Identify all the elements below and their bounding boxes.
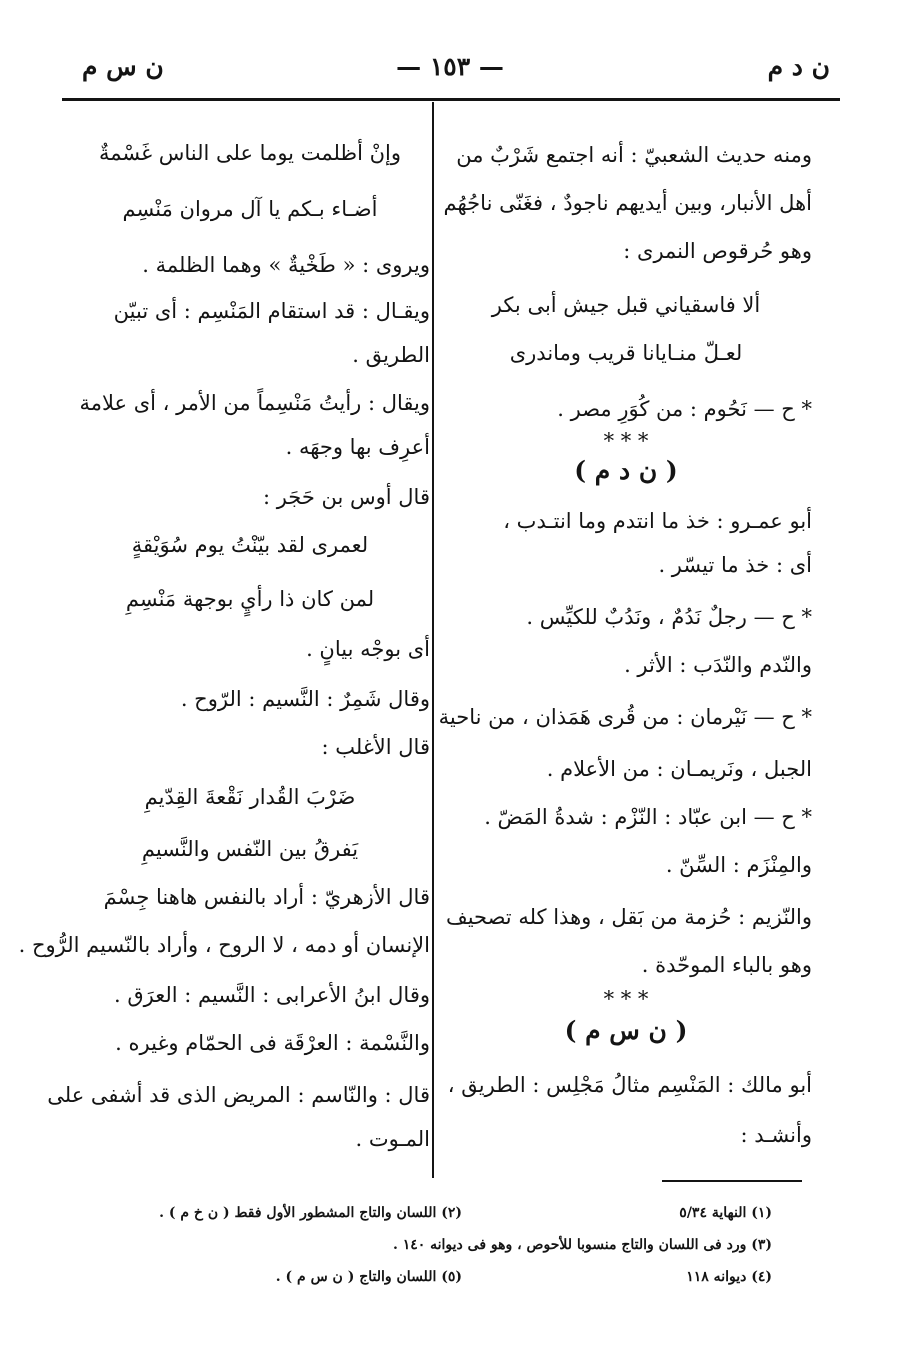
text-line: وهو بالباء الموحّدة . <box>641 953 812 977</box>
text-line: والنّدم والنّدَب : الأثر . <box>624 653 812 677</box>
section-heading: ( ن س م ) <box>564 1016 688 1045</box>
text-line: * ح — نَيْرمان : من قُرى هَمَذان ، من ناحية <box>438 705 812 729</box>
text-line: أبو عمـرو : خذ ما انتدم وما انتـدب ، <box>503 509 812 533</box>
text-line: والمِنْزَم : السِّنّ . <box>665 853 812 877</box>
text-line: قال الأغلب : <box>321 735 430 759</box>
page-number: — ١٥٣ — <box>396 52 504 81</box>
text-line: * ح — نَحُوم : من كُوَرِ مصر . <box>557 397 812 421</box>
section-separator: * * * <box>603 429 649 453</box>
verse-line: أضـاء بـكم يا آل مروان مَنْسِم <box>122 197 378 221</box>
footnote-3: (٣) ورد فى اللسان والتاج منسوبا للأحوص ، وهو فى ديوانه ١٤٠ . <box>392 1237 772 1253</box>
text-line: وهو حُرقوص النمرى : <box>623 239 812 263</box>
text-line: أعرِف بها وجهَه . <box>285 435 430 459</box>
text-line: أبو مالك : المَنْسِم مثالُ مَجْلِس : الطريق ، <box>447 1073 812 1097</box>
text-line: والنَّسْمة : العرْقَة فى الحمّام وغيره . <box>115 1031 430 1055</box>
text-line: أى بوجْه بيانٍ . <box>306 637 430 661</box>
text-line: أهل الأنبار، وبين أيديهم ناجودٌ ، فغَنّى ناجُهُم <box>443 191 812 215</box>
text-line: الإنسان أو دمه ، لا الروح ، وأراد بالنّسيم الرُّوح . <box>18 933 430 957</box>
verse-line: ألا فاسقياني قبل جيش أبى بكر <box>491 293 761 317</box>
text-line: الجبل ، ونَريمـان : من الأعلام . <box>546 757 812 781</box>
text-line: وقال شَمِرٌ : النَّسيم : الرّوح . <box>180 687 430 711</box>
header-rule <box>62 98 840 101</box>
text-line: قال : والنّاسم : المريض الذى قد أشفى على <box>47 1083 430 1107</box>
verse-line: لعـلّ منـايانا قريب وماندرى <box>509 341 743 365</box>
section-heading: ( ن د م ) <box>574 456 678 485</box>
text-line: ومنه حديث الشعبيّ : أنه اجتمع شَرْبٌ من <box>456 143 812 167</box>
text-line: ويقـال : قد استقام المَنْسِم : أى تبيّن <box>113 299 430 323</box>
verse-line: وإنْ أظلمت يوما على الناس غَسْمةٌ <box>98 141 402 165</box>
verse-line: ضَرْبَ القُدار نَقْعةَ القِدّيمِ <box>144 785 356 809</box>
footnote-rule <box>662 1180 802 1182</box>
footnote-1: (١) النهاية ٥/٣٤ <box>679 1205 772 1221</box>
running-head-right: ن د م <box>767 52 830 81</box>
text-line: والنّزيم : حُزمة من بَقل ، وهذا كله تصحيف <box>445 905 812 929</box>
text-line: أى : خذ ما تيسّر . <box>658 553 812 577</box>
running-head-left: ن س م <box>82 52 164 81</box>
section-separator: * * * <box>603 987 649 1011</box>
verse-line: لعمرى لقد بيّنْتُ يوم سُوَيْقةٍ <box>131 533 369 557</box>
column-divider <box>432 102 434 1178</box>
text-line: وقال ابنُ الأعرابى : النَّسيم : العرَق . <box>113 983 430 1007</box>
footnote-2: (٢) اللسان والتاج المشطور الأول فقط ( ن خ م ) . <box>159 1205 462 1221</box>
text-line: ويقال : رأيتُ مَنْسِماً من الأمر ، أى علامة <box>79 391 430 415</box>
footnote-5: (٥) اللسان والتاج ( ن س م ) . <box>275 1269 462 1285</box>
text-line: الطريق . <box>352 343 430 367</box>
text-line: * ح — ابن عبّاد : النّزْم : شدةُ المَضّ . <box>484 805 812 829</box>
text-line: ويروى : « طَخْيةٌ » وهما الظلمة . <box>142 253 430 277</box>
text-line: قال الأزهريّ : أراد بالنفس هاهنا جِسْمَ <box>103 885 430 909</box>
text-line: * ح — رجلٌ نَدُمٌ ، ونَدُبٌ للكيِّس . <box>526 605 812 629</box>
verse-line: يَفرقُ بين النّفس والنَّسيمِ <box>141 837 359 861</box>
verse-line: لمن كان ذا رأيٍ بوجهة مَنْسِمِ <box>125 587 375 611</box>
text-line: وأنشـد : <box>740 1123 812 1147</box>
text-line: قال أوس بن حَجَر : <box>262 485 430 509</box>
footnote-4: (٤) ديوانه ١١٨ <box>686 1269 772 1285</box>
text-line: المـوت . <box>355 1127 430 1151</box>
